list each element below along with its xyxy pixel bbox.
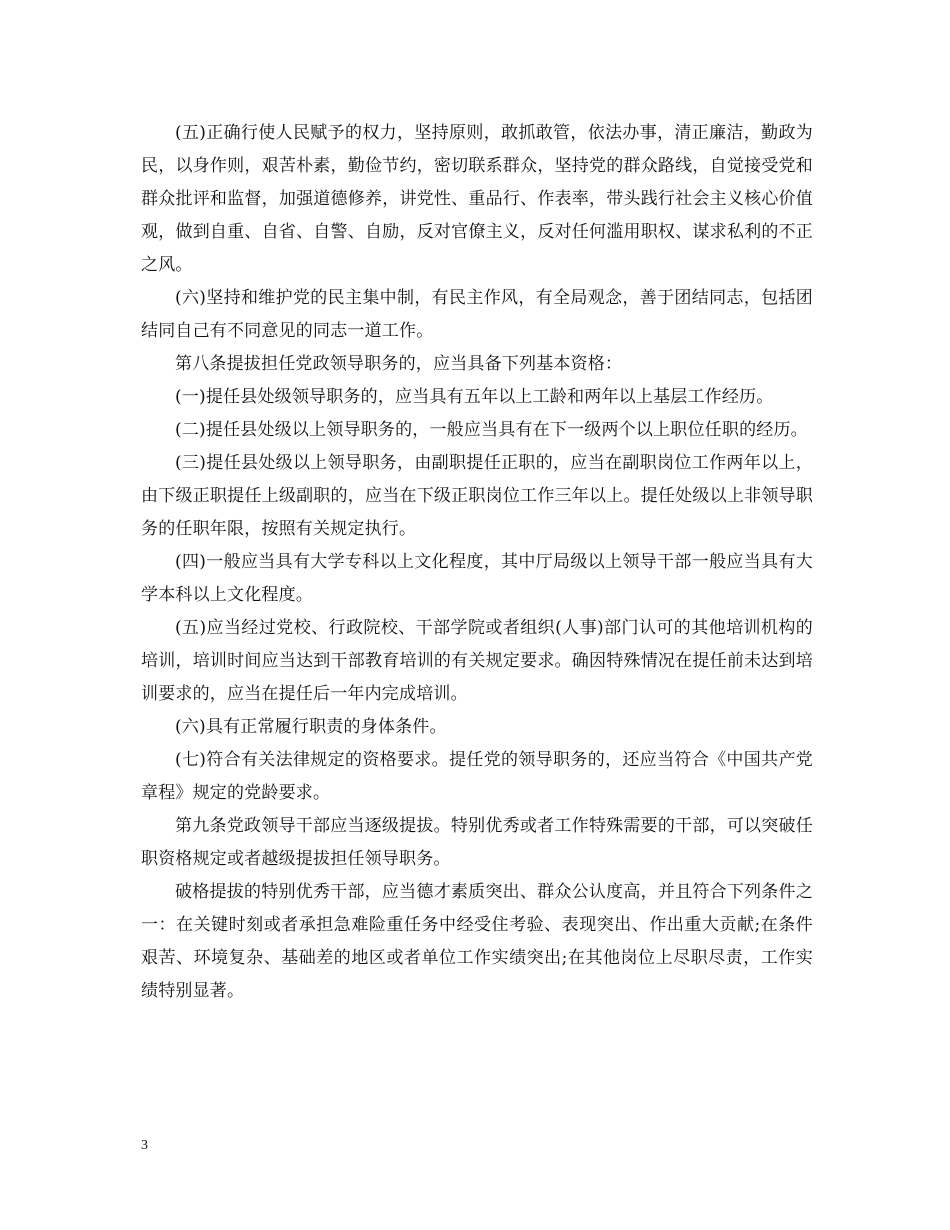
- paragraph-12: 破格提拔的特别优秀干部，应当德才素质突出、群众公认度高，并且符合下列条件之一：在关键时刻或者承担急难险重任务中经受住考验、表现突出、作出重大贡献;在条件艰苦、环境复杂、基础差的地区或者单位工作实绩突出;在其他岗位上尽职尽责，工作实绩特别显著。: [141, 882, 813, 1001]
- document-body: [141, 117, 813, 1008]
- paragraph-9: (六)具有正常履行职责的身体条件。: [175, 717, 447, 737]
- paragraph-8: (五)应当经过党校、行政院校、干部学院或者组织(人事)部门认可的其他培训机构的培训，培训时间应当达到干部教育培训的有关规定要求。确因特殊情况在提任前未达到培训要求的，应当在提任后一年内完成培训。: [141, 618, 813, 704]
- paragraph-3: 第八条提拔担任党政领导职务的，应当具备下列基本资格：: [175, 354, 623, 374]
- page-number: 3: [141, 1138, 148, 1153]
- paragraph-1: (五)正确行使人民赋予的权力，坚持原则，敢抓敢管，依法办事，清正廉洁，勤政为民，以身作则，艰苦朴素，勤俭节约，密切联系群众，坚持党的群众路线，自觉接受党和群众批评和监督，加强道德修养，讲党性、重品行、作表率，带头践行社会主义核心价值观，做到自重、自省、自警、自励，反对官僚主义，反对任何滥用职权、谋求私利的不正之风。: [141, 123, 813, 275]
- paragraph-2: (六)坚持和维护党的民主集中制，有民主作风，有全局观念，善于团结同志，包括团结同自己有不同意见的同志一道工作。: [141, 288, 813, 341]
- paragraph-10: (七)符合有关法律规定的资格要求。提任党的领导职务的，还应当符合《中国共产党章程》规定的党龄要求。: [141, 750, 813, 803]
- paragraph-4: (一)提任县处级领导职务的，应当具有五年以上工龄和两年以上基层工作经历。: [175, 387, 774, 407]
- paragraph-5: (二)提任县处级以上领导职务的，一般应当具有在下一级两个以上职位任职的经历。: [175, 420, 808, 440]
- paragraph-7: (四)一般应当具有大学专科以上文化程度，其中厅局级以上领导干部一般应当具有大学本科以上文化程度。: [141, 552, 813, 605]
- paragraph-6: (三)提任县处级以上领导职务，由副职提任正职的，应当在副职岗位工作两年以上，由下级正职提任上级副职的，应当在下级正职岗位工作三年以上。提任处级以上非领导职务的任职年限，按照有关规定执行。: [141, 453, 813, 539]
- paragraph-11: 第九条党政领导干部应当逐级提拔。特别优秀或者工作特殊需要的干部，可以突破任职资格规定或者越级提拔担任领导职务。: [141, 816, 813, 869]
